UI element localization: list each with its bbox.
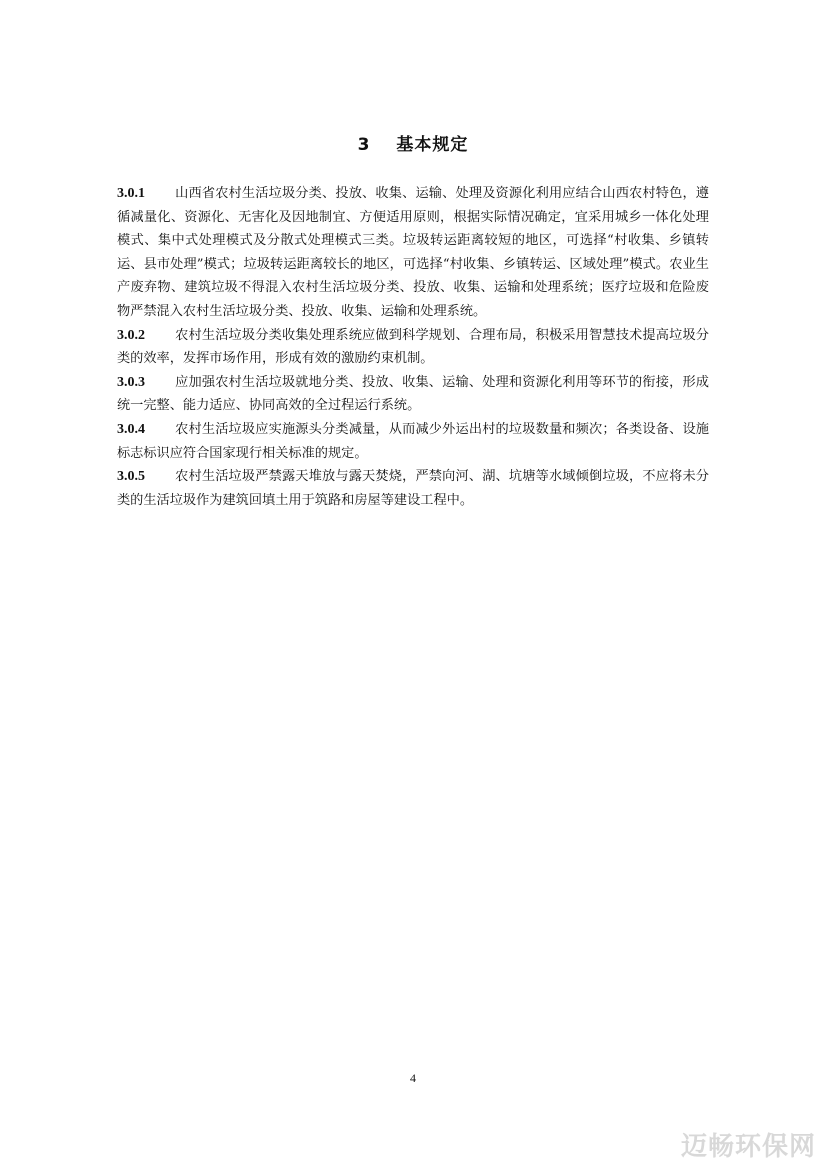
page-number: 4 bbox=[410, 1071, 416, 1085]
clause-text: 山西省农村生活垃圾分类、投放、收集、运输、处理及资源化利用应结合山西农村特色，遵循减量化、资源化、无害化及因地制宜、方便适用原则，根据实际情况确定，宜采用城乡一体化处理模式、集中式处理模式及分散式处理模式三类。垃圾转运距离较短的地区，可选择“村收集、乡镇转运、县市处理”模式；垃圾转运距离较长的地区，可选择“村收集、乡镇转运、区域处理”模式。农业生产废弃物、建筑垃圾不得混入农村生活垃圾分类、投放、收集、运输和处理系统；医疗垃圾和危险废物严禁混入农村生活垃圾分类、投放、收集、运输和处理系统。 bbox=[117, 186, 709, 319]
clause-3-0-5 bbox=[117, 465, 709, 512]
clause-3-0-3 bbox=[117, 371, 709, 418]
chapter-number: 3 bbox=[357, 135, 371, 155]
clause-number: 3.0.3 bbox=[117, 374, 145, 390]
clause-3-0-1 bbox=[117, 182, 709, 324]
chapter-heading bbox=[0, 130, 826, 155]
clause-number: 3.0.2 bbox=[117, 327, 145, 343]
chapter-title: 基本规定 bbox=[396, 135, 469, 155]
watermark: 迈畅环保网 bbox=[680, 1132, 816, 1162]
clause-number: 3.0.5 bbox=[117, 469, 145, 485]
clause-3-0-2 bbox=[117, 324, 709, 371]
clause-text: 农村生活垃圾严禁露天堆放与露天焚烧，严禁向河、湖、坑塘等水域倾倒垃圾，不应将未分类的生活垃圾作为建筑回填土用于筑路和房屋等建设工程中。 bbox=[117, 469, 709, 508]
clause-number: 3.0.4 bbox=[117, 421, 145, 437]
clause-list bbox=[117, 182, 709, 512]
clause-3-0-4 bbox=[117, 418, 709, 465]
clause-number: 3.0.1 bbox=[117, 186, 145, 201]
clause-text: 农村生活垃圾应实施源头分类减量，从而减少外运出村的垃圾数量和频次；各类设备、设施标志标识应符合国家现行相关标准的规定。 bbox=[117, 421, 709, 461]
clause-text: 应加强农村生活垃圾就地分类、投放、收集、运输、处理和资源化利用等环节的衔接，形成统一完整、能力适应、协同高效的全过程运行系统。 bbox=[117, 374, 709, 414]
clause-text: 农村生活垃圾分类收集处理系统应做到科学规划、合理布局，积极采用智慧技术提高垃圾分类的效率，发挥市场作用，形成有效的激励约束机制。 bbox=[117, 327, 709, 367]
